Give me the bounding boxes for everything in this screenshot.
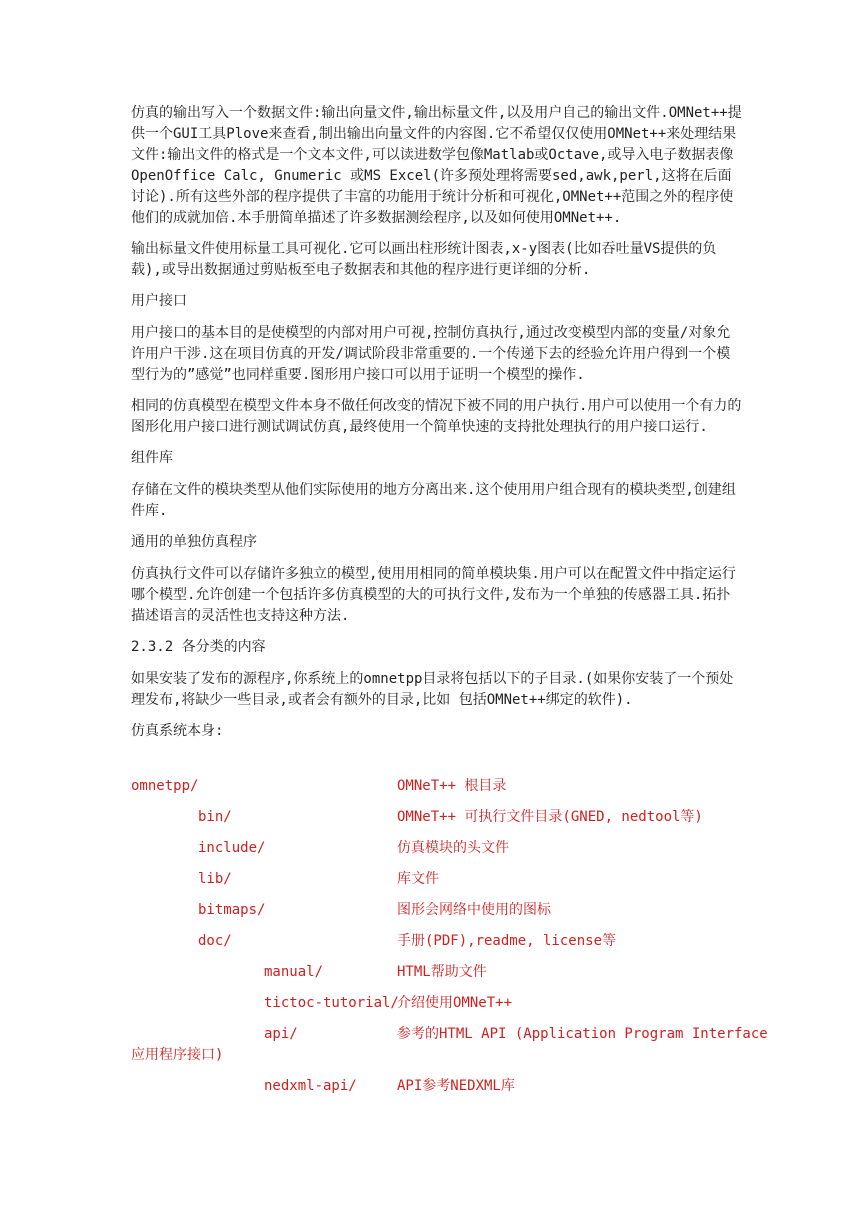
dir-name: api/: [264, 1026, 298, 1042]
directory-tree: [131, 776, 768, 1107]
tree-row-doc: [131, 931, 743, 962]
dir-description: HTML帮助文件: [397, 964, 487, 980]
paragraph-scalar-tool: 输出标量文件使用标量工具可视化.它可以画出柱形统计图表,x-y图表(比如吞吐量VS提供的负载),或导出数据通过剪贴板至电子数据表和其他的程序进行更详细的分析.: [131, 241, 717, 278]
dir-name: tictoc-tutorial/: [264, 995, 399, 1011]
dir-description: 介绍使用OMNeT++: [397, 995, 513, 1011]
heading-section-2-3-2: 2.3.2 各分类的内容: [131, 639, 266, 655]
heading-standalone-program: 通用的单独仿真程序: [131, 534, 257, 550]
dir-name: lib/: [198, 871, 232, 887]
heading-component-library: 组件库: [131, 450, 173, 466]
dir-name: omnetpp/: [131, 778, 199, 794]
paragraph-directory-intro: 如果安装了发布的源程序,你系统上的omnetpp目录将包括以下的子目录.(如果你安装了一个预处理发布,将缺少一些目录,或者会有额外的目录,比如 包括OMNet++绑定的软件).: [131, 671, 734, 708]
dir-name: bitmaps/: [198, 902, 266, 918]
dir-description: OMNeT++ 根目录: [397, 778, 507, 794]
tree-row-bitmaps: [131, 900, 743, 931]
dir-description: 图形会网络中使用的图标: [397, 902, 551, 918]
tree-row-nedxml-api: [131, 1076, 743, 1107]
tree-row-manual: [131, 962, 743, 993]
document-body: [131, 103, 743, 752]
dir-name: bin/: [198, 809, 232, 825]
tree-row-api: [131, 1024, 768, 1076]
paragraph-ui-purpose: 用户接口的基本目的是使模型的内部对用户可视,控制仿真执行,通过改变模型内部的变量/对象允许用户干涉.这在项目仿真的开发/调试阶段非常重要的.一个传递下去的经验允许用户得到一个模型行为的”感觉”也同样重要.图形用户接口可以用于证明一个模型的操作.: [131, 325, 731, 383]
tree-row-tictoc-tutorial: [131, 993, 743, 1024]
paragraph-system-itself: 仿真系统本身:: [131, 723, 224, 739]
dir-description: 手册(PDF),readme, license等: [397, 933, 617, 949]
dir-description: 库文件: [397, 871, 439, 887]
paragraph-standalone-program: 仿真执行文件可以存储许多独立的模型,使用用相同的简单模块集.用户可以在配置文件中指定运行哪个模型.允许创建一个包括许多仿真模型的大的可执行文件,发布为一个单独的传感器工具.拓扑描述语言的灵活性也支持这种方法.: [131, 566, 736, 624]
tree-row-include: [131, 838, 743, 869]
paragraph-output-files: 仿真的输出写入一个数据文件:输出向量文件,输出标量文件,以及用户自己的输出文件.OMNet++提供一个GUI工具Plove来查看,制出输出向量文件的内容图.它不希望仅仅使用OMNet++来处理结果文件:输出文件的格式是一个文本文件,可以读进数学包像Matlab或Octave,或导入电子数据表像OpenOffice Calc, Gnumeric 或MS Excel(许多预处理将需要sed,awk,perl,这将在后面讨论).所有这些外部的程序提供了丰富的功能用于统计分析和可视化,OMNet++范围之外的程序使他们的成就加倍.本手册简单描述了许多数据测绘程序,以及如何使用OMNet++.: [131, 105, 742, 226]
paragraph-component-library: 存储在文件的模块类型从他们实际使用的地方分离出来.这个使用用户组合现有的模块类型,创建组件库.: [131, 482, 736, 519]
paragraph-ui-execution: 相同的仿真模型在模型文件本身不做任何改变的情况下被不同的用户执行.用户可以使用一个有力的图形化用户接口进行测试调试仿真,最终使用一个简单快速的支持批处理执行的用户接口运行.: [131, 398, 742, 435]
dir-description: 仿真模块的头文件: [397, 840, 509, 856]
dir-description: 参考的HTML API (Application Program Interface: [397, 1026, 768, 1042]
heading-user-interface: 用户接口: [131, 293, 187, 309]
dir-name: nedxml-api/: [264, 1078, 357, 1094]
dir-name: include/: [198, 840, 266, 856]
tree-row-omnetpp: [131, 776, 743, 807]
tree-row-lib: [131, 869, 743, 900]
dir-description: OMNeT++ 可执行文件目录(GNED, nedtool等): [397, 809, 703, 825]
tree-row-bin: [131, 807, 743, 838]
dir-name: manual/: [264, 964, 324, 980]
dir-description: API参考NEDXML库: [397, 1078, 515, 1094]
dir-name: doc/: [198, 933, 232, 949]
dir-description-continued: 应用程序接口): [131, 1047, 224, 1063]
